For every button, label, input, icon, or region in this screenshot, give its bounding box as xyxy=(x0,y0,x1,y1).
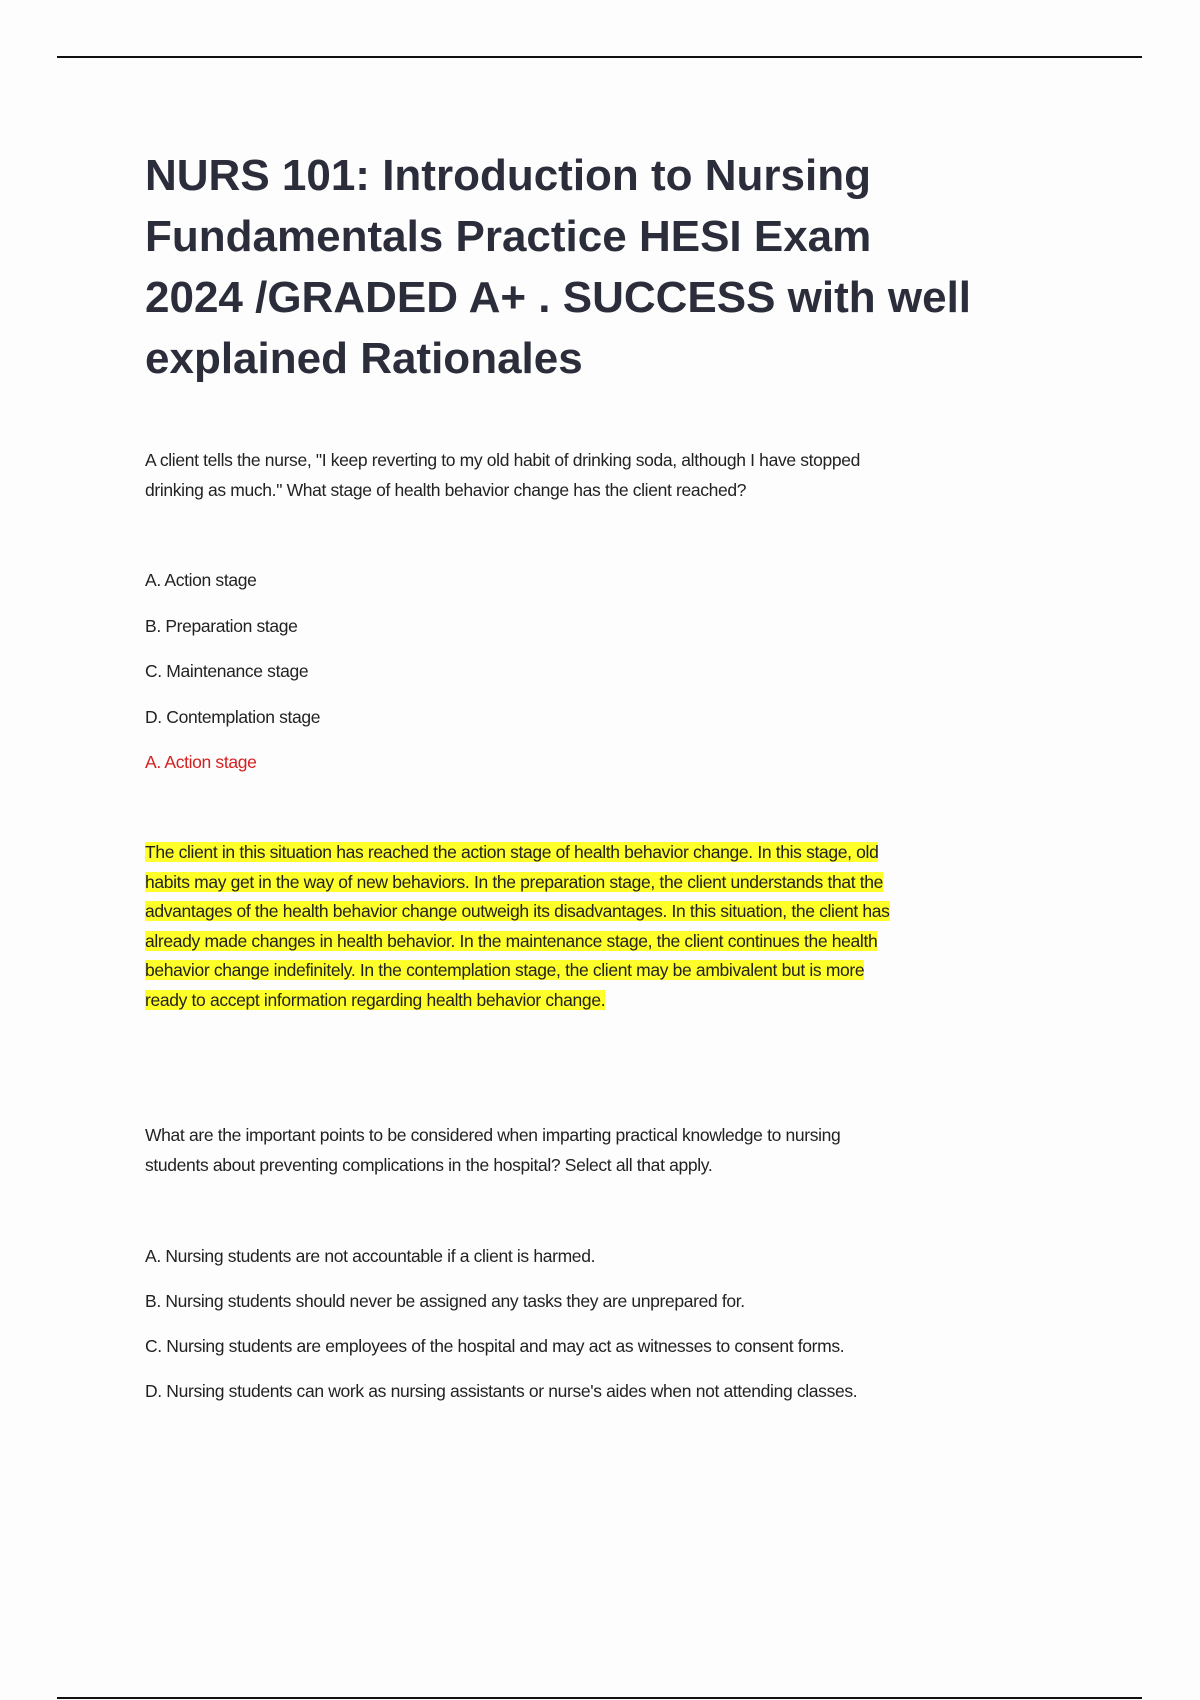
question-1-rationale xyxy=(145,838,890,1015)
rationale-line: advantages of the health behavior change outweigh its disadvantages. In this situation, the client has xyxy=(145,901,890,921)
option-a: A. Action stage xyxy=(145,570,257,590)
correct-answer: A. Action stage xyxy=(145,752,257,772)
title-line: NURS 101: Introduction to Nursing xyxy=(145,151,871,200)
option-b: B. Preparation stage xyxy=(145,615,298,636)
rationale-line: already made changes in health behavior. In the maintenance stage, the client continues the health xyxy=(145,930,878,951)
rationale-line: The client in this situation has reached the action stage of health behavior change. In this stage, old xyxy=(145,842,879,862)
document-title xyxy=(145,145,1105,389)
title-line: explained Rationales xyxy=(145,334,583,383)
option-d: D. Contemplation stage xyxy=(145,706,321,727)
option-a: A. Nursing students are not accountable if a client is harmed. xyxy=(145,1246,596,1266)
option-c: C. Maintenance stage xyxy=(145,661,309,681)
question-1-options xyxy=(145,566,320,778)
question-line: students about preventing complications in the hospital? Select all that apply. xyxy=(145,1154,713,1175)
title-line: 2024 /GRADED A+ . SUCCESS with well xyxy=(145,273,972,322)
rationale-line: behavior change indefinitely. In the contemplation stage, the client may be ambivalent but is more xyxy=(145,960,865,980)
question-2 xyxy=(145,1121,840,1180)
question-line: What are the important points to be considered when imparting practical knowledge to nursing xyxy=(145,1125,841,1145)
option-d: D. Nursing students can work as nursing assistants or nurse's aides when not attending classes. xyxy=(145,1381,858,1401)
title-line: Fundamentals Practice HESI Exam xyxy=(145,212,872,261)
rationale-line: ready to accept information regarding health behavior change. xyxy=(145,989,606,1010)
question-line: A client tells the nurse, "I keep reverting to my old habit of drinking soda, although I have stopped xyxy=(145,450,861,470)
bottom-rule xyxy=(57,1697,1142,1699)
question-2-options xyxy=(145,1242,857,1422)
top-rule xyxy=(57,56,1142,58)
rationale-line: habits may get in the way of new behaviors. In the preparation stage, the client understands that the xyxy=(145,871,884,892)
question-1 xyxy=(145,446,860,505)
option-c: C. Nursing students are employees of the hospital and may act as witnesses to consent forms. xyxy=(145,1336,845,1356)
option-b: B. Nursing students should never be assigned any tasks they are unprepared for. xyxy=(145,1291,745,1311)
question-line: drinking as much." What stage of health behavior change has the client reached? xyxy=(145,479,747,500)
